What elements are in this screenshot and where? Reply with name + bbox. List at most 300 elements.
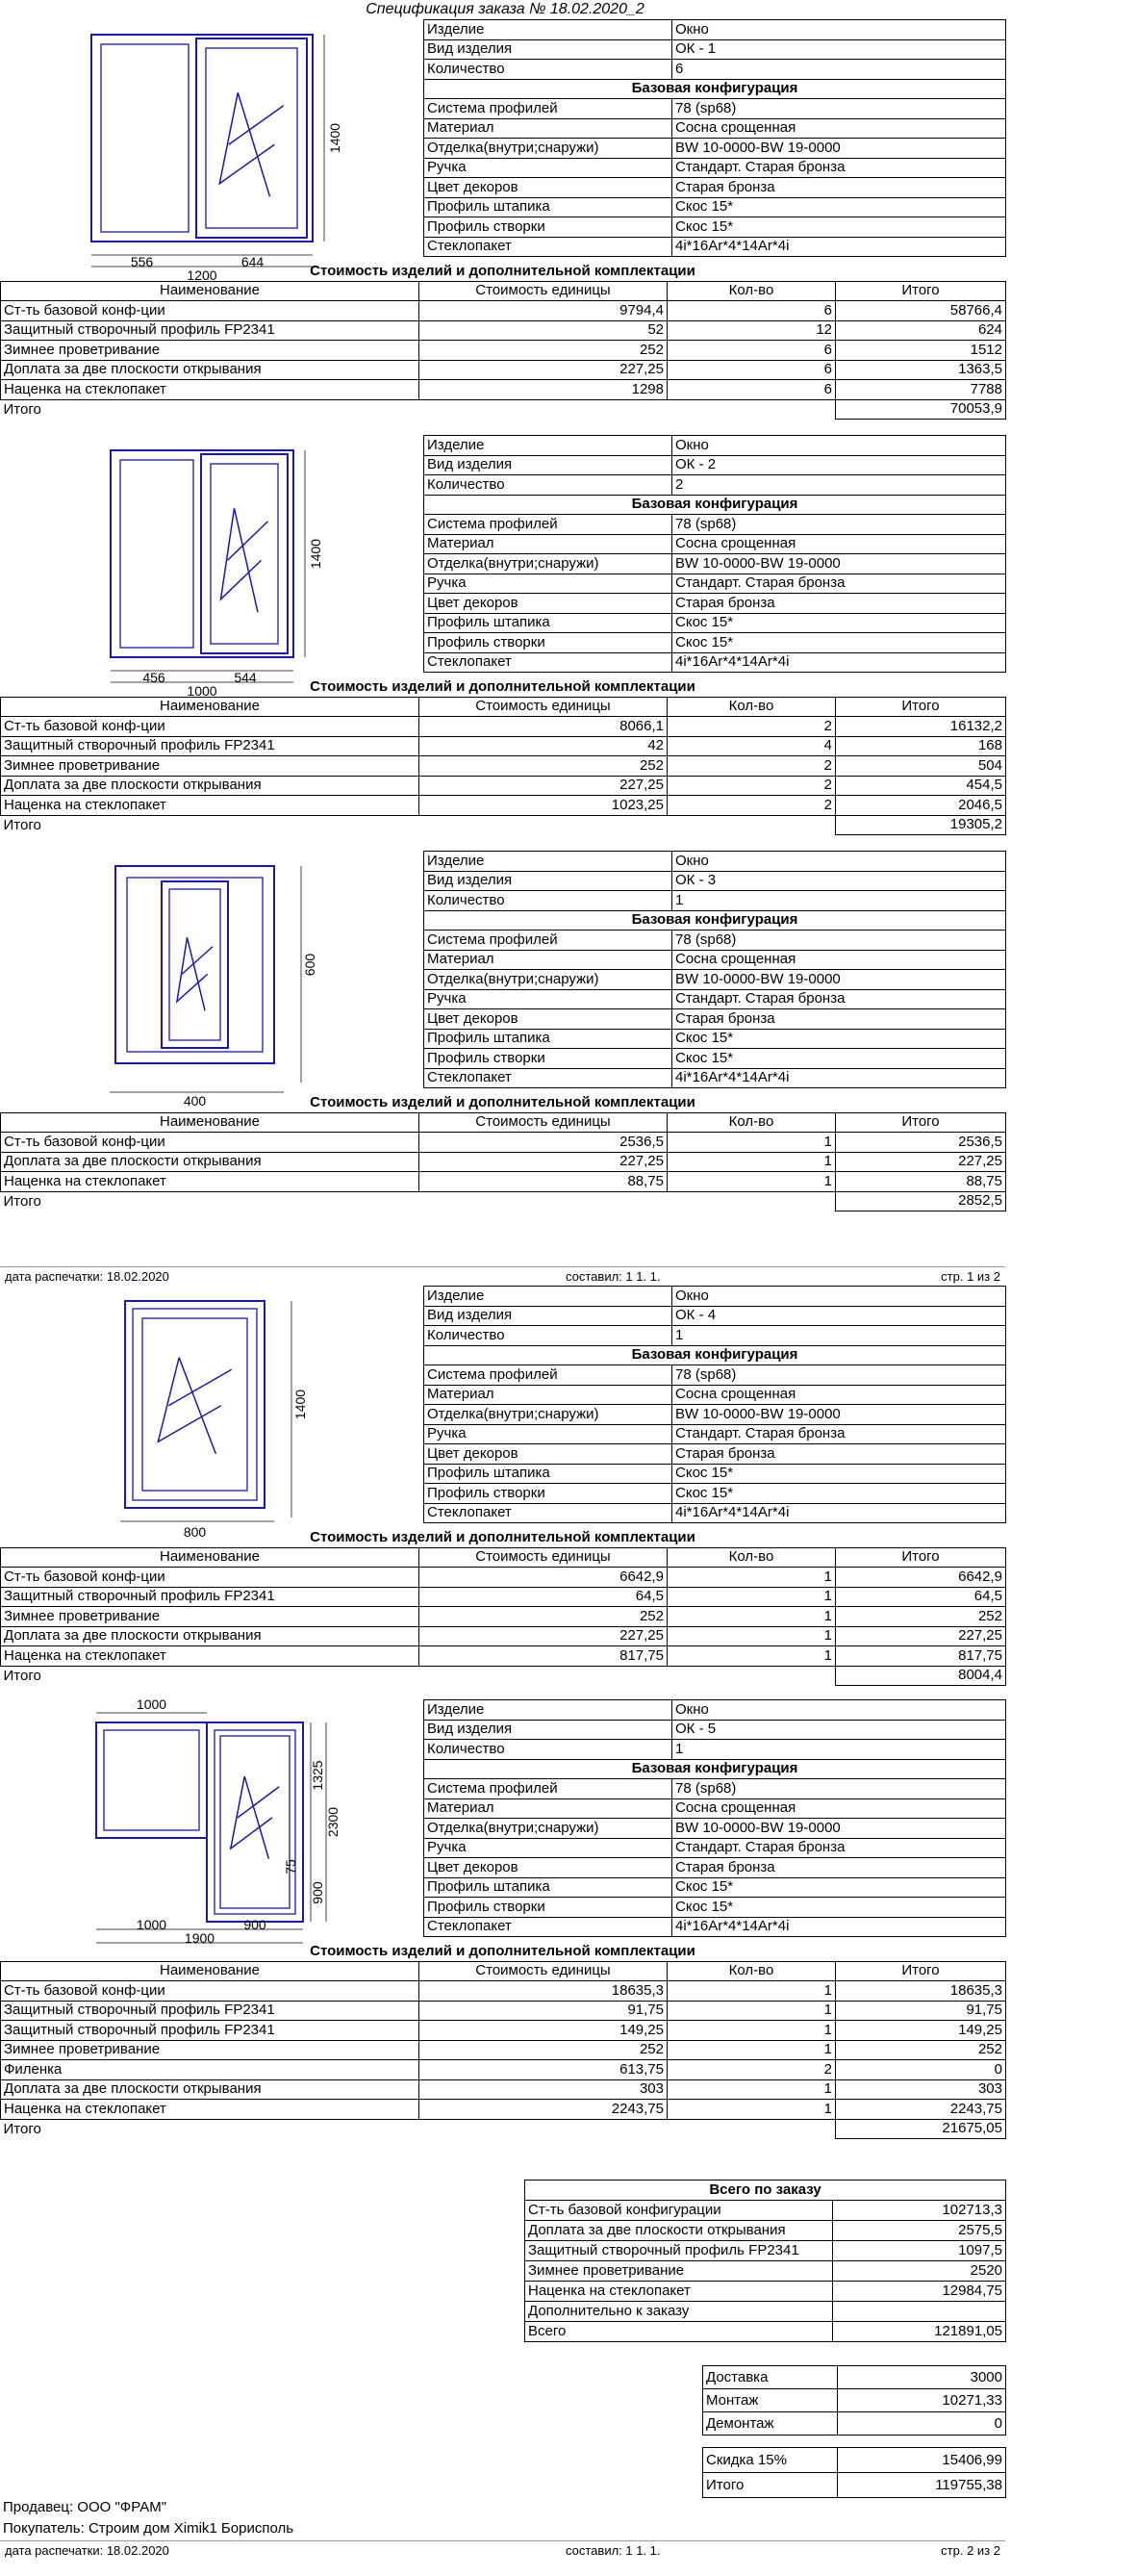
extras-value: 3000 [838,2366,1006,2389]
spec-value-stvorka: Скос 15* [672,633,1006,653]
spec-label-material: Материал [424,1798,672,1819]
spec-label-otdelka: Отделка(внутри;снаружи) [424,554,672,574]
spec-value-sistema: 78 (sp68) [672,931,1006,951]
extras-label: Монтаж [703,2389,838,2412]
spec-label-vid: Вид изделия [424,1720,672,1740]
row-name: Наценка на стеклопакет [1,1646,419,1667]
row-quantity: 1 [668,2021,836,2041]
item-spec-table [423,435,1006,673]
table-row [1,1646,1006,1667]
row-total: 504 [836,756,1006,777]
spec-value-cvet: Старая бронза [672,1858,1006,1878]
row-unit-price: 252 [419,756,668,777]
spec-label-ruchka: Ручка [424,574,672,594]
spec-label-sistema: Система профилей [424,515,672,535]
height-dimension: 1400 [292,1389,308,1420]
row-total: 91,75 [836,2001,1006,2021]
spec-value-ruchka: Стандарт. Старая бронза [672,1424,1006,1444]
top-width-dimension: 1000 [136,1696,167,1712]
row-unit-price: 1298 [419,380,668,400]
spec-label-ruchka: Ручка [424,158,672,178]
table-row [1,1568,1006,1588]
row-total: 252 [836,1607,1006,1627]
spec-label-kolichestvo: Количество [424,1740,672,1760]
spec-value-vid: ОК - 5 [672,1720,1006,1740]
row-quantity: 1 [668,2079,836,2100]
cost-table-header [1,281,1006,301]
spec-label-kolichestvo: Количество [424,475,672,496]
spec-value-izdelie: Окно [672,852,1006,872]
column-qty-header: Кол-во [668,281,836,301]
column-name-header: Наименование [1,697,419,717]
column-unit-price-header: Стоимость единицы [419,1547,668,1568]
upper-height-dimension: 1325 [310,1760,325,1791]
spec-label-steklopaket: Стеклопакет [424,1917,672,1937]
column-name-header: Наименование [1,1547,419,1568]
column-qty-header: Кол-во [668,1112,836,1133]
item-total-label: Итого [3,2120,41,2137]
row-name: Наценка на стеклопакет [1,796,419,816]
extras-table [702,2365,1006,2436]
spec-value-shtapik: Скос 15* [672,1464,1006,1484]
row-name: Ст-ть базовой конф-ции [1,1568,419,1588]
spec-value-sistema: 78 (sp68) [672,1365,1006,1386]
table-row [1,1133,1006,1153]
row-total: 168 [836,736,1006,756]
table-row [1,2060,1006,2080]
cost-table [0,1547,1006,1687]
spec-value-otdelka: BW 10-0000-BW 19-0000 [672,139,1006,159]
left-width-dimension: 556 [130,254,154,269]
total-width-dimension: 1900 [184,1930,215,1946]
spec-value-material: Сосна срощенная [672,534,1006,554]
window-drawing [0,1282,404,1540]
window-drawing [0,1696,404,1946]
spec-value-otdelka: BW 10-0000-BW 19-0000 [672,1819,1006,1839]
row-quantity: 6 [668,380,836,400]
item-total-row [1,1666,1006,1686]
table-row [1,1981,1006,2002]
row-total: 64,5 [836,1587,1006,1607]
row-unit-price: 227,25 [419,1152,668,1172]
total-width-dimension: 800 [183,1524,207,1540]
row-unit-price: 252 [419,2040,668,2060]
base-config-heading: Базовая конфигурация [424,1759,1006,1779]
spec-value-ruchka: Стандарт. Старая бронза [672,1838,1006,1858]
table-row [1,717,1006,737]
summary-value: 102713,3 [833,2201,1006,2221]
item-total-row [1,399,1006,420]
spec-value-cvet: Старая бронза [672,1444,1006,1465]
spec-label-material: Материал [424,950,672,970]
table-row [1,736,1006,756]
print-date: дата распечатки: 18.02.2020 [5,2543,169,2558]
sash-frame [162,881,228,1048]
spec-value-vid: ОК - 4 [672,1306,1006,1326]
final-value: 119755,38 [838,2473,1006,2498]
spec-label-shtapik: Профиль штапика [424,1029,672,1049]
spec-value-izdelie: Окно [672,436,1006,456]
row-quantity: 1 [668,1607,836,1627]
spec-label-stvorka: Профиль створки [424,1484,672,1504]
row-quantity: 1 [668,2100,836,2120]
table-row [1,2001,1006,2021]
row-name: Ст-ть базовой конф-ции [1,717,419,737]
row-total: 149,25 [836,2021,1006,2041]
column-qty-header: Кол-во [668,697,836,717]
row-total: 227,25 [836,1626,1006,1646]
final-label: Итого [703,2473,838,2498]
row-name: Защитный створочный профиль FP2341 [1,1587,419,1607]
row-quantity: 1 [668,1133,836,1153]
table-row [1,301,1006,321]
spec-value-kolichestvo: 2 [672,475,1006,496]
spec-label-otdelka: Отделка(внутри;снаружи) [424,970,672,990]
spec-value-izdelie: Окно [672,1287,1006,1307]
summary-row [525,2201,1006,2221]
column-unit-price-header: Стоимость единицы [419,1961,668,1981]
column-unit-price-header: Стоимость единицы [419,281,668,301]
middle-dimension: 75 [283,1859,298,1875]
row-unit-price: 613,75 [419,2060,668,2080]
column-name-header: Наименование [1,1112,419,1133]
spec-value-stvorka: Скос 15* [672,1049,1006,1069]
print-date: дата распечатки: 18.02.2020 [5,1269,169,1284]
spec-value-sistema: 78 (sp68) [672,99,1006,119]
row-total: 454,5 [836,776,1006,796]
left-width-dimension: 1000 [136,1917,167,1932]
window-drawing [0,431,404,699]
spec-label-otdelka: Отделка(внутри;снаружи) [424,1819,672,1839]
row-total: 1363,5 [836,360,1006,380]
row-unit-price: 227,25 [419,360,668,380]
row-quantity: 12 [668,320,836,341]
summary-value [833,2302,1006,2322]
item-total-value: 21675,05 [836,2119,1006,2139]
item-total-row [1,2119,1006,2139]
window-frame [125,1301,265,1508]
base-config-heading: Базовая конфигурация [424,1345,1006,1365]
summary-row [525,2241,1006,2261]
row-quantity: 4 [668,736,836,756]
item-total-label: Итого [3,400,41,418]
row-name: Наценка на стеклопакет [1,380,419,400]
row-name: Филенка [1,2060,419,2080]
row-total: 817,75 [836,1646,1006,1667]
row-unit-price: 52 [419,320,668,341]
column-qty-header: Кол-во [668,1547,836,1568]
spec-value-ruchka: Стандарт. Старая бронза [672,158,1006,178]
summary-value: 2520 [833,2261,1006,2282]
window-frame [115,866,274,1063]
spec-label-izdelie: Изделие [424,1287,672,1307]
spec-label-steklopaket: Стеклопакет [424,1068,672,1088]
base-config-heading: Базовая конфигурация [424,910,1006,931]
lower-height-dimension: 900 [310,1881,325,1904]
row-quantity: 1 [668,1646,836,1667]
row-quantity: 2 [668,717,836,737]
spec-label-sistema: Система профилей [424,1779,672,1799]
column-unit-price-header: Стоимость единицы [419,697,668,717]
row-unit-price: 227,25 [419,776,668,796]
row-unit-price: 88,75 [419,1172,668,1192]
spec-label-cvet: Цвет декоров [424,594,672,614]
extras-label: Демонтаж [703,2412,838,2436]
spec-value-steklopaket: 4i*16Ar*4*14Ar*4i [672,1068,1006,1088]
row-name: Ст-ть базовой конф-ции [1,301,419,321]
buyer: Покупатель: Строим дом Ximik1 Борисполь [3,2520,294,2537]
row-total: 303 [836,2079,1006,2100]
item-total-label: Итого [3,1667,41,1684]
spec-value-kolichestvo: 1 [672,891,1006,911]
column-unit-price-header: Стоимость единицы [419,1112,668,1133]
final-value: 15406,99 [838,2448,1006,2473]
row-unit-price: 227,25 [419,1626,668,1646]
table-row [1,1587,1006,1607]
spec-label-kolichestvo: Количество [424,60,672,80]
spec-label-stvorka: Профиль створки [424,1049,672,1069]
row-name: Защитный створочный профиль FP2341 [1,320,419,341]
cost-section-heading: Стоимость изделий и дополнительной комплектации [310,1942,695,1959]
table-row [1,2100,1006,2120]
height-dimension: 600 [302,953,317,977]
summary-label: Дополнительно к заказу [525,2302,833,2322]
total-width-dimension: 1000 [187,683,217,699]
summary-label: Всего [525,2322,833,2342]
row-total: 624 [836,320,1006,341]
row-total: 1512 [836,341,1006,361]
extras-value: 0 [838,2412,1006,2436]
spec-value-cvet: Старая бронза [672,178,1006,198]
total-width-dimension: 1200 [187,268,217,283]
column-qty-header: Кол-во [668,1961,836,1981]
summary-value: 12984,75 [833,2282,1006,2302]
cost-table-header [1,1547,1006,1568]
row-quantity: 2 [668,756,836,777]
spec-value-izdelie: Окно [672,20,1006,40]
spec-label-stvorka: Профиль створки [424,217,672,238]
spec-label-cvet: Цвет декоров [424,1009,672,1030]
table-row [1,1626,1006,1646]
opening-symbol [158,1358,231,1454]
table-row [1,320,1006,341]
spec-label-ruchka: Ручка [424,1424,672,1444]
row-unit-price: 2243,75 [419,2100,668,2120]
spec-value-sistema: 78 (sp68) [672,1779,1006,1799]
item-total-value: 19305,2 [836,815,1006,835]
row-name: Защитный створочный профиль FP2341 [1,2021,419,2041]
table-row [1,1152,1006,1172]
row-quantity: 1 [668,2040,836,2060]
final-label: Скидка 15% [703,2448,838,2473]
spec-value-cvet: Старая бронза [672,594,1006,614]
spec-value-shtapik: Скос 15* [672,1877,1006,1898]
right-width-dimension: 644 [240,254,265,269]
spec-label-shtapik: Профиль штапика [424,197,672,217]
item-total-row [1,815,1006,835]
cost-table-header [1,1112,1006,1133]
total-width-dimension: 400 [183,1093,207,1109]
column-total-header: Итого [836,281,1006,301]
spec-value-kolichestvo: 1 [672,1326,1006,1346]
row-quantity: 1 [668,1152,836,1172]
row-unit-price: 6642,9 [419,1568,668,1588]
row-name: Доплата за две плоскости открывания [1,1152,419,1172]
summary-label: Зимнее проветривание [525,2261,833,2282]
extras-value: 10271,33 [838,2389,1006,2412]
table-row [1,2079,1006,2100]
summary-value: 2575,5 [833,2221,1006,2241]
spec-value-vid: ОК - 3 [672,871,1006,891]
summary-label: Доплата за две плоскости открывания [525,2221,833,2241]
item-spec-table [423,1699,1006,1937]
height-dimension: 1400 [308,538,323,570]
item-total-value: 8004,4 [836,1666,1006,1686]
spec-value-otdelka: BW 10-0000-BW 19-0000 [672,554,1006,574]
window-frame [91,35,313,242]
row-unit-price: 1023,25 [419,796,668,816]
cost-section-heading: Стоимость изделий и дополнительной комплектации [310,1093,695,1110]
spec-value-shtapik: Скос 15* [672,613,1006,633]
table-row [1,380,1006,400]
final-row [703,2473,1006,2498]
row-quantity: 1 [668,1626,836,1646]
item-spec-table [423,19,1006,257]
table-row [1,1607,1006,1627]
row-quantity: 1 [668,2001,836,2021]
spec-label-vid: Вид изделия [424,1306,672,1326]
table-row [1,2040,1006,2060]
summary-row [525,2322,1006,2342]
row-name: Зимнее проветривание [1,756,419,777]
spec-value-kolichestvo: 1 [672,1740,1006,1760]
row-name: Зимнее проветривание [1,2040,419,2060]
row-total: 16132,2 [836,717,1006,737]
sash-frame [215,1730,295,1914]
row-quantity: 1 [668,1981,836,2002]
spec-label-sistema: Система профилей [424,931,672,951]
cost-section-heading: Стоимость изделий и дополнительной комплектации [310,1528,695,1545]
spec-label-cvet: Цвет декоров [424,178,672,198]
spec-value-steklopaket: 4i*16Ar*4*14Ar*4i [672,652,1006,673]
table-row [1,1172,1006,1192]
row-total: 6642,9 [836,1568,1006,1588]
summary-title: Всего по заказу [525,2181,1006,2201]
spec-label-material: Материал [424,118,672,139]
final-total-table [702,2447,1006,2498]
summary-label: Наценка на стеклопакет [525,2282,833,2302]
page-footer [0,2540,1005,2561]
spec-label-stvorka: Профиль створки [424,633,672,653]
spec-value-sistema: 78 (sp68) [672,515,1006,535]
row-name: Защитный створочный профиль FP2341 [1,2001,419,2021]
row-name: Зимнее проветривание [1,1607,419,1627]
spec-value-steklopaket: 4i*16Ar*4*14Ar*4i [672,237,1006,257]
row-unit-price: 303 [419,2079,668,2100]
summary-row [525,2261,1006,2282]
spec-value-cvet: Старая бронза [672,1009,1006,1030]
spec-value-stvorka: Скос 15* [672,217,1006,238]
total-height-dimension: 2300 [325,1806,341,1838]
row-unit-price: 64,5 [419,1587,668,1607]
row-total: 7788 [836,380,1006,400]
spec-label-kolichestvo: Количество [424,1326,672,1346]
row-unit-price: 9794,4 [419,301,668,321]
row-total: 2243,75 [836,2100,1006,2120]
column-total-header: Итого [836,1112,1006,1133]
spec-label-izdelie: Изделие [424,852,672,872]
spec-label-steklopaket: Стеклопакет [424,652,672,673]
spec-label-shtapik: Профиль штапика [424,613,672,633]
spec-value-vid: ОК - 2 [672,455,1006,475]
spec-value-material: Сосна срощенная [672,118,1006,139]
row-unit-price: 149,25 [419,2021,668,2041]
height-dimension: 1400 [327,122,342,154]
cost-section-heading: Стоимость изделий и дополнительной комплектации [310,677,695,695]
spec-label-vid: Вид изделия [424,871,672,891]
base-config-heading: Базовая конфигурация [424,495,1006,515]
summary-value: 1097,5 [833,2241,1006,2261]
row-total: 18635,3 [836,1981,1006,2002]
spec-value-steklopaket: 4i*16Ar*4*14Ar*4i [672,1503,1006,1523]
extras-row [703,2389,1006,2412]
item-total-row [1,1191,1006,1211]
row-unit-price: 18635,3 [419,1981,668,2002]
spec-label-steklopaket: Стеклопакет [424,237,672,257]
spec-label-otdelka: Отделка(внутри;снаружи) [424,1405,672,1425]
spec-value-stvorka: Скос 15* [672,1898,1006,1918]
row-unit-price: 817,75 [419,1646,668,1667]
row-name: Зимнее проветривание [1,341,419,361]
opening-symbol [231,1776,279,1859]
row-quantity: 1 [668,1172,836,1192]
composed-by: составил: 1 1. 1. [566,2543,661,2558]
spec-value-shtapik: Скос 15* [672,1029,1006,1049]
row-total: 58766,4 [836,301,1006,321]
column-name-header: Наименование [1,1961,419,1981]
opening-symbol [177,937,213,1010]
row-name: Доплата за две плоскости открывания [1,360,419,380]
spec-label-vid: Вид изделия [424,39,672,60]
row-name: Доплата за две плоскости открывания [1,776,419,796]
table-row [1,360,1006,380]
fixed-panel-frame [96,1722,207,1838]
column-name-header: Наименование [1,281,419,301]
spec-label-material: Материал [424,1385,672,1405]
item-total-label: Итого [3,816,41,833]
order-summary-table [524,2180,1006,2342]
row-quantity: 1 [668,1587,836,1607]
spec-label-izdelie: Изделие [424,436,672,456]
column-total-header: Итого [836,1961,1006,1981]
page-number: стр. 1 из 2 [941,1269,1000,1284]
final-row [703,2448,1006,2473]
row-unit-price: 252 [419,1607,668,1627]
page-number: стр. 2 из 2 [941,2543,1000,2558]
spec-value-material: Сосна срощенная [672,1385,1006,1405]
row-quantity: 1 [668,1568,836,1588]
spec-label-shtapik: Профиль штапика [424,1877,672,1898]
page-footer [0,1266,1005,1287]
row-total: 227,25 [836,1152,1006,1172]
spec-label-stvorka: Профиль створки [424,1898,672,1918]
spec-label-steklopaket: Стеклопакет [424,1503,672,1523]
row-unit-price: 91,75 [419,2001,668,2021]
row-total: 2046,5 [836,796,1006,816]
spec-value-vid: ОК - 1 [672,39,1006,60]
summary-value: 121891,05 [833,2322,1006,2342]
spec-value-material: Сосна срощенная [672,1798,1006,1819]
